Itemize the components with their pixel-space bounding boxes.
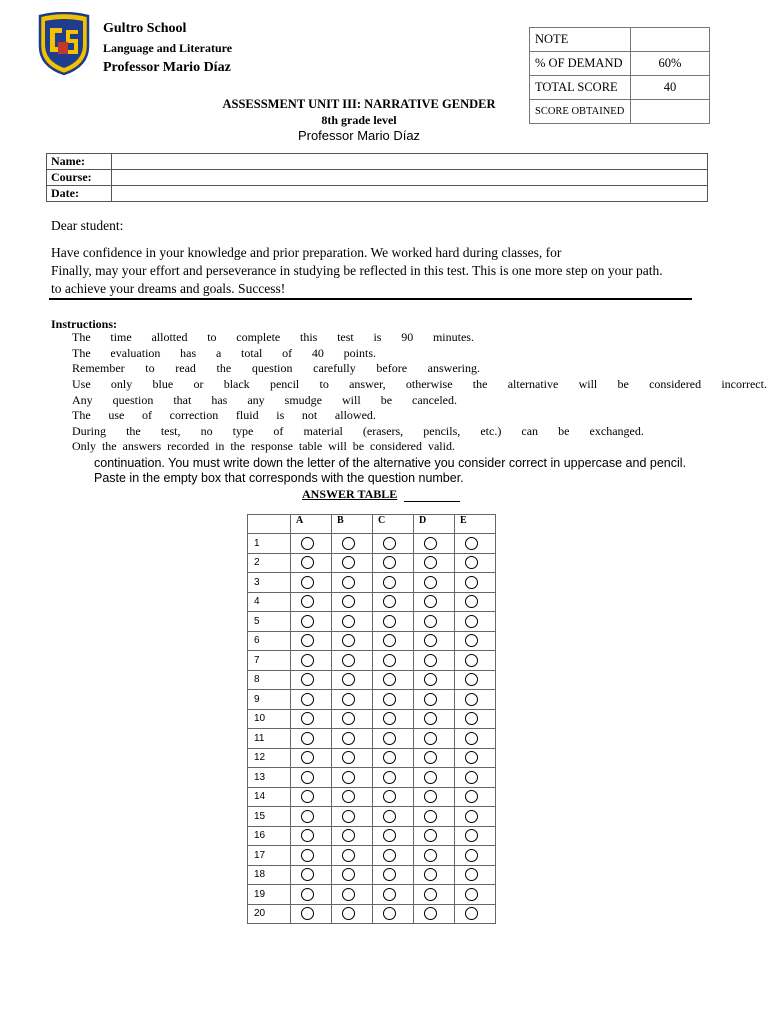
answer-cell[interactable] [455, 690, 496, 710]
answer-cell[interactable] [373, 612, 414, 632]
answer-cell[interactable] [332, 748, 373, 768]
answer-bubble[interactable] [424, 615, 437, 628]
answer-cell[interactable] [455, 826, 496, 846]
answer-bubble[interactable] [301, 693, 314, 706]
score-value: 40 [631, 76, 710, 100]
answer-bubble[interactable] [424, 751, 437, 764]
answer-cell[interactable] [373, 553, 414, 573]
greeting: Dear student: [51, 218, 124, 233]
answer-bubble[interactable] [301, 790, 314, 803]
answer-cell[interactable] [455, 573, 496, 593]
answer-cell[interactable] [373, 631, 414, 651]
answer-bubble[interactable] [465, 732, 478, 745]
instruction-item: Any question that has any smudge will be canceled. [72, 393, 457, 407]
answer-bubble[interactable] [342, 907, 355, 920]
answer-bubble[interactable] [465, 634, 478, 647]
answer-cell[interactable] [455, 904, 496, 924]
answer-bubble[interactable] [301, 907, 314, 920]
column-header: E [455, 515, 496, 534]
answer-bubble[interactable] [424, 634, 437, 647]
answer-bubble[interactable] [342, 673, 355, 686]
question-number: 13 [248, 768, 291, 788]
answer-bubble[interactable] [383, 751, 396, 764]
answer-cell[interactable] [291, 612, 332, 632]
answer-cell[interactable] [373, 748, 414, 768]
answer-cell[interactable] [414, 612, 455, 632]
answer-cell[interactable] [291, 904, 332, 924]
answer-bubble[interactable] [342, 868, 355, 881]
answer-bubble[interactable] [465, 751, 478, 764]
answer-cell[interactable] [332, 651, 373, 671]
answer-cell[interactable] [414, 670, 455, 690]
answer-bubble[interactable] [383, 712, 396, 725]
answer-bubble[interactable] [424, 771, 437, 784]
answer-bubble[interactable] [301, 634, 314, 647]
answer-table [247, 514, 496, 924]
answer-cell[interactable] [455, 534, 496, 554]
answer-bubble[interactable] [383, 849, 396, 862]
answer-cell[interactable] [414, 573, 455, 593]
answer-cell[interactable] [373, 709, 414, 729]
answer-bubble[interactable] [301, 595, 314, 608]
table-row [248, 709, 496, 729]
answer-bubble[interactable] [342, 790, 355, 803]
instruction-item: The use of correction fluid is not allowed. [72, 408, 376, 422]
answer-cell[interactable] [373, 768, 414, 788]
answer-bubble[interactable] [465, 829, 478, 842]
question-number: 11 [248, 729, 291, 749]
answer-bubble[interactable] [424, 537, 437, 550]
answer-cell[interactable] [332, 885, 373, 905]
answer-cell[interactable] [414, 534, 455, 554]
answer-cell[interactable] [332, 904, 373, 924]
course-field[interactable] [112, 170, 708, 186]
answer-bubble[interactable] [301, 732, 314, 745]
answer-bubble[interactable] [465, 771, 478, 784]
column-header: C [373, 515, 414, 534]
divider [49, 298, 692, 300]
column-header: D [414, 515, 455, 534]
answer-cell[interactable] [291, 573, 332, 593]
answer-table-header [248, 515, 496, 534]
teacher-name: Professor Mario Díaz [103, 60, 231, 75]
answer-bubble[interactable] [465, 712, 478, 725]
answer-bubble[interactable] [465, 537, 478, 550]
table-row [248, 846, 496, 866]
answer-bubble[interactable] [424, 888, 437, 901]
answer-cell[interactable] [332, 729, 373, 749]
school-logo [36, 12, 92, 76]
answer-bubble[interactable] [383, 888, 396, 901]
question-number: 20 [248, 904, 291, 924]
answer-bubble[interactable] [465, 556, 478, 569]
table-row [248, 612, 496, 632]
table-row [248, 748, 496, 768]
answer-bubble[interactable] [383, 810, 396, 823]
answer-bubble[interactable] [383, 790, 396, 803]
answer-cell[interactable] [414, 631, 455, 651]
answer-cell[interactable] [373, 670, 414, 690]
score-label: SCORE OBTAINED [530, 100, 631, 124]
answer-bubble[interactable] [301, 888, 314, 901]
name-label: Name: [47, 154, 112, 170]
answer-bubble[interactable] [424, 576, 437, 589]
answer-cell[interactable] [414, 592, 455, 612]
answer-bubble[interactable] [342, 849, 355, 862]
answer-bubble[interactable] [424, 849, 437, 862]
answer-cell[interactable] [291, 690, 332, 710]
answer-cell[interactable] [291, 846, 332, 866]
instruction-item: The time allotted to complete this test is 90 minutes. [72, 330, 474, 344]
question-number: 18 [248, 865, 291, 885]
answer-cell[interactable] [291, 807, 332, 827]
answer-bubble[interactable] [342, 595, 355, 608]
table-row [248, 631, 496, 651]
answer-bubble[interactable] [301, 849, 314, 862]
question-number: 16 [248, 826, 291, 846]
answer-cell[interactable] [414, 787, 455, 807]
table-row [248, 553, 496, 573]
table-row [248, 904, 496, 924]
answer-cell[interactable] [414, 846, 455, 866]
answer-cell[interactable] [332, 534, 373, 554]
table-row [248, 865, 496, 885]
table-row [248, 670, 496, 690]
answer-bubble[interactable] [465, 673, 478, 686]
answer-cell[interactable] [332, 826, 373, 846]
school-name: Gultro School [103, 21, 187, 36]
answer-bubble[interactable] [342, 537, 355, 550]
answer-cell[interactable] [414, 865, 455, 885]
answer-cell[interactable] [414, 651, 455, 671]
answer-bubble[interactable] [342, 810, 355, 823]
answer-bubble[interactable] [301, 771, 314, 784]
answer-cell[interactable] [332, 709, 373, 729]
answer-cell[interactable] [455, 612, 496, 632]
answer-bubble[interactable] [424, 868, 437, 881]
answer-bubble[interactable] [424, 829, 437, 842]
answer-cell[interactable] [332, 553, 373, 573]
answer-bubble[interactable] [424, 654, 437, 667]
instruction-continuation: continuation. You must write down the letter of the alternative you consider correct in uppercase and pencil. [94, 456, 687, 470]
professor-name: Professor Mario Díaz [297, 128, 421, 143]
answer-bubble[interactable] [465, 595, 478, 608]
answer-bubble[interactable] [383, 556, 396, 569]
answer-cell[interactable] [455, 631, 496, 651]
answer-cell[interactable] [373, 651, 414, 671]
question-number: 4 [248, 592, 291, 612]
answer-bubble[interactable] [465, 615, 478, 628]
answer-cell[interactable] [373, 826, 414, 846]
answer-cell[interactable] [291, 534, 332, 554]
table-row [248, 885, 496, 905]
question-number: 9 [248, 690, 291, 710]
answer-bubble[interactable] [383, 907, 396, 920]
answer-cell[interactable] [332, 846, 373, 866]
answer-cell[interactable] [332, 787, 373, 807]
instruction-item: During the test, no type of material (erasers, pencils, etc.) can be exchanged. [72, 424, 644, 438]
answer-bubble[interactable] [424, 673, 437, 686]
answer-cell[interactable] [455, 846, 496, 866]
answer-bubble[interactable] [342, 634, 355, 647]
answer-cell[interactable] [291, 670, 332, 690]
answer-cell[interactable] [373, 807, 414, 827]
answer-cell[interactable] [414, 885, 455, 905]
answer-cell[interactable] [414, 690, 455, 710]
table-row [248, 534, 496, 554]
instruction-continuation: Paste in the empty box that corresponds with the question number. [94, 471, 464, 485]
answer-cell[interactable] [291, 592, 332, 612]
answer-bubble[interactable] [301, 810, 314, 823]
answer-cell[interactable] [291, 709, 332, 729]
answer-bubble[interactable] [465, 693, 478, 706]
date-field[interactable] [112, 186, 708, 202]
answer-bubble[interactable] [383, 537, 396, 550]
subject-name: Language and Literature [103, 41, 233, 55]
answer-bubble[interactable] [301, 673, 314, 686]
answer-bubble[interactable] [301, 654, 314, 667]
question-number: 12 [248, 748, 291, 768]
table-row [248, 768, 496, 788]
answer-cell[interactable] [291, 631, 332, 651]
answer-bubble[interactable] [342, 712, 355, 725]
answer-cell[interactable] [455, 592, 496, 612]
answer-cell[interactable] [373, 690, 414, 710]
answer-bubble[interactable] [465, 888, 478, 901]
question-number: 19 [248, 885, 291, 905]
student-info-table [46, 153, 708, 202]
answer-cell[interactable] [373, 787, 414, 807]
letter-line: Finally, may your effort and perseverance in studying be reflected in this test. This is one more step on your path. [51, 263, 663, 278]
answer-cell[interactable] [373, 904, 414, 924]
answer-bubble[interactable] [383, 615, 396, 628]
answer-bubble[interactable] [383, 693, 396, 706]
question-number: 14 [248, 787, 291, 807]
answer-cell[interactable] [455, 553, 496, 573]
question-number: 15 [248, 807, 291, 827]
answer-bubble[interactable] [301, 712, 314, 725]
answer-cell[interactable] [414, 807, 455, 827]
table-row [248, 573, 496, 593]
answer-cell[interactable] [373, 729, 414, 749]
instructions-title: Instructions: [51, 317, 118, 331]
answer-bubble[interactable] [383, 829, 396, 842]
answer-bubble[interactable] [424, 907, 437, 920]
answer-cell[interactable] [455, 670, 496, 690]
answer-cell[interactable] [455, 709, 496, 729]
question-number: 8 [248, 670, 291, 690]
question-number: 7 [248, 651, 291, 671]
answer-bubble[interactable] [301, 868, 314, 881]
answer-bubble[interactable] [383, 595, 396, 608]
answer-bubble[interactable] [424, 790, 437, 803]
column-header: B [332, 515, 373, 534]
question-number: 17 [248, 846, 291, 866]
answer-bubble[interactable] [301, 829, 314, 842]
score-row-total [530, 76, 710, 100]
table-row [248, 592, 496, 612]
table-row [248, 729, 496, 749]
answer-cell[interactable] [373, 885, 414, 905]
date-label: Date: [47, 186, 112, 202]
name-field[interactable] [112, 154, 708, 170]
answer-table-body [248, 534, 496, 924]
table-row [248, 651, 496, 671]
answer-bubble[interactable] [301, 615, 314, 628]
answer-cell[interactable] [291, 865, 332, 885]
title-underline [404, 501, 460, 502]
answer-cell[interactable] [414, 709, 455, 729]
answer-bubble[interactable] [465, 849, 478, 862]
question-number: 6 [248, 631, 291, 651]
corner-cell [248, 515, 291, 534]
answer-bubble[interactable] [424, 732, 437, 745]
instruction-item: The evaluation has a total of 40 points. [72, 346, 376, 360]
answer-bubble[interactable] [465, 907, 478, 920]
score-label: NOTE [530, 28, 631, 52]
grade-level: 8th grade level [321, 113, 397, 127]
answer-cell[interactable] [455, 807, 496, 827]
answer-cell[interactable] [373, 592, 414, 612]
answer-cell[interactable] [414, 826, 455, 846]
answer-cell[interactable] [291, 885, 332, 905]
answer-bubble[interactable] [383, 654, 396, 667]
answer-cell[interactable] [455, 748, 496, 768]
answer-bubble[interactable] [342, 829, 355, 842]
score-row-demand [530, 52, 710, 76]
answer-bubble[interactable] [465, 790, 478, 803]
score-value: 60% [631, 52, 710, 76]
answer-cell[interactable] [373, 846, 414, 866]
answer-cell[interactable] [332, 670, 373, 690]
answer-cell[interactable] [291, 729, 332, 749]
answer-cell[interactable] [455, 729, 496, 749]
answer-bubble[interactable] [424, 595, 437, 608]
question-number: 1 [248, 534, 291, 554]
instruction-item: Only the answers recorded in the response table will be considered valid. [72, 439, 455, 453]
answer-bubble[interactable] [465, 654, 478, 667]
answer-cell[interactable] [332, 631, 373, 651]
answer-cell[interactable] [332, 612, 373, 632]
answer-bubble[interactable] [342, 751, 355, 764]
answer-cell[interactable] [332, 592, 373, 612]
question-number: 3 [248, 573, 291, 593]
answer-bubble[interactable] [342, 654, 355, 667]
answer-cell[interactable] [414, 729, 455, 749]
answer-cell[interactable] [455, 787, 496, 807]
table-row [248, 787, 496, 807]
answer-cell[interactable] [414, 748, 455, 768]
answer-cell[interactable] [291, 787, 332, 807]
answer-table-title: ANSWER TABLE [302, 487, 398, 501]
score-row-note [530, 28, 710, 52]
answer-cell[interactable] [373, 573, 414, 593]
answer-cell[interactable] [414, 768, 455, 788]
answer-bubble[interactable] [383, 673, 396, 686]
score-label: % OF DEMAND [530, 52, 631, 76]
question-number: 10 [248, 709, 291, 729]
answer-cell[interactable] [455, 651, 496, 671]
table-row [248, 690, 496, 710]
assessment-title: ASSESSMENT UNIT III: NARRATIVE GENDER [222, 97, 496, 111]
course-label: Course: [47, 170, 112, 186]
answer-cell[interactable] [414, 904, 455, 924]
answer-cell[interactable] [332, 865, 373, 885]
letter-line: Have confidence in your knowledge and prior preparation. We worked hard during classes, for [51, 245, 562, 260]
answer-bubble[interactable] [342, 556, 355, 569]
answer-bubble[interactable] [383, 634, 396, 647]
answer-bubble[interactable] [424, 693, 437, 706]
instruction-item: Remember to read the question carefully before answering. [72, 361, 480, 375]
answer-cell[interactable] [455, 768, 496, 788]
question-number: 2 [248, 553, 291, 573]
answer-cell[interactable] [291, 826, 332, 846]
answer-cell[interactable] [455, 885, 496, 905]
answer-cell[interactable] [455, 865, 496, 885]
answer-bubble[interactable] [424, 556, 437, 569]
answer-bubble[interactable] [424, 810, 437, 823]
answer-bubble[interactable] [342, 615, 355, 628]
answer-bubble[interactable] [342, 888, 355, 901]
answer-bubble[interactable] [424, 712, 437, 725]
answer-bubble[interactable] [383, 771, 396, 784]
answer-bubble[interactable] [465, 576, 478, 589]
answer-bubble[interactable] [465, 810, 478, 823]
table-row [248, 807, 496, 827]
answer-bubble[interactable] [342, 693, 355, 706]
answer-cell[interactable] [332, 768, 373, 788]
answer-cell[interactable] [332, 690, 373, 710]
score-label: TOTAL SCORE [530, 76, 631, 100]
column-header: A [291, 515, 332, 534]
answer-bubble[interactable] [342, 576, 355, 589]
answer-cell[interactable] [291, 651, 332, 671]
answer-cell[interactable] [291, 748, 332, 768]
answer-bubble[interactable] [465, 868, 478, 881]
answer-cell[interactable] [291, 768, 332, 788]
answer-cell[interactable] [373, 865, 414, 885]
answer-cell[interactable] [332, 807, 373, 827]
answer-bubble[interactable] [342, 732, 355, 745]
answer-bubble[interactable] [383, 868, 396, 881]
letter-line: to achieve your dreams and goals. Success! [51, 281, 286, 296]
answer-bubble[interactable] [383, 732, 396, 745]
answer-cell[interactable] [414, 553, 455, 573]
answer-bubble[interactable] [301, 751, 314, 764]
score-value [631, 28, 710, 52]
answer-cell[interactable] [332, 573, 373, 593]
answer-cell[interactable] [373, 534, 414, 554]
answer-bubble[interactable] [383, 576, 396, 589]
answer-bubble[interactable] [301, 556, 314, 569]
instruction-item: Use only blue or black pencil to answer, otherwise the alternative will be considered incorrect. [72, 377, 767, 391]
answer-bubble[interactable] [342, 771, 355, 784]
answer-cell[interactable] [291, 553, 332, 573]
answer-bubble[interactable] [301, 576, 314, 589]
answer-bubble[interactable] [301, 537, 314, 550]
table-row [248, 826, 496, 846]
question-number: 5 [248, 612, 291, 632]
